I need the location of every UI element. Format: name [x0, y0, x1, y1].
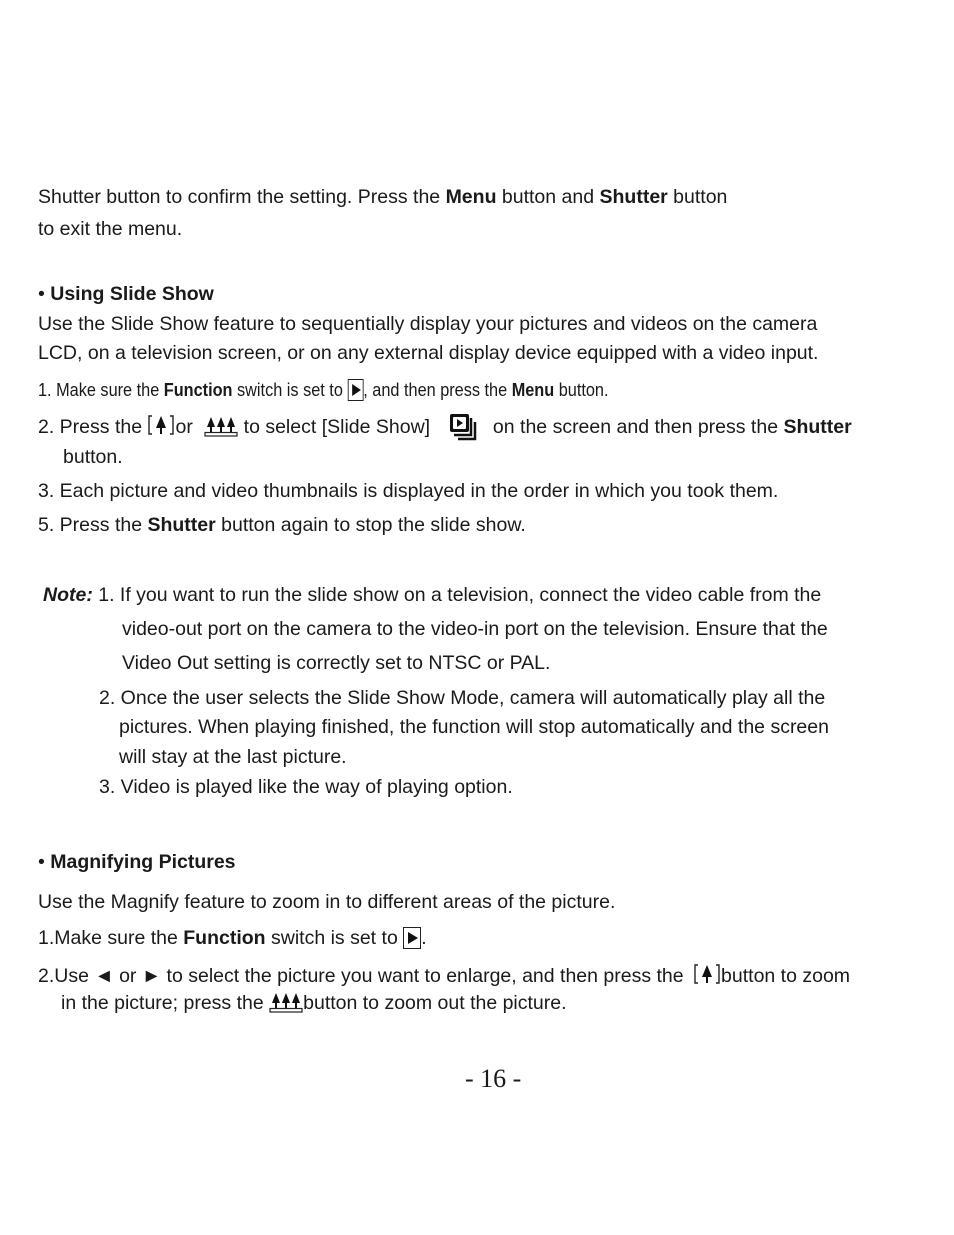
text: 1. If you want to run the slide show on a television, connect the video cable from the	[92, 584, 822, 606]
playback-mode-icon	[347, 379, 363, 401]
slideshow-step-3: 3. Each picture and video thumbnails is displayed in the order in which you took them.	[38, 480, 779, 502]
slideshow-step-2-cont: button.	[63, 446, 123, 468]
menu-term: Menu	[445, 186, 497, 208]
note-line-2c: will stay at the last picture.	[119, 746, 347, 768]
function-term: Function	[183, 927, 266, 949]
shutter-term: Shutter	[783, 416, 852, 438]
tele-zoom-icon	[693, 962, 721, 991]
slideshow-desc-1: Use the Slide Show feature to sequentially display your pictures and videos on the camera	[38, 313, 818, 335]
text: in the picture; press the	[61, 992, 270, 1014]
text: 1. Make sure the	[38, 379, 164, 400]
text: button.	[554, 379, 609, 400]
text: button to zoom out the picture.	[303, 992, 567, 1014]
bullet: •	[38, 283, 51, 305]
intro-line-2: to exit the menu.	[38, 218, 183, 240]
heading-text: Magnifying Pictures	[50, 851, 236, 873]
note-line-1b: video-out port on the camera to the video-in port on the television. Ensure that the	[122, 618, 828, 640]
slideshow-desc-2: LCD, on a television screen, or on any external display device equipped with a video input.	[38, 342, 819, 364]
text: to select [Slide Show]	[238, 416, 436, 438]
magnify-step-1	[38, 927, 427, 949]
text: 2.Use ◄ or ► to select the picture you want to enlarge, and then press the	[38, 965, 690, 987]
magnify-desc: Use the Magnify feature to zoom in to different areas of the picture.	[38, 891, 616, 913]
shutter-term: Shutter	[599, 186, 668, 208]
text: switch is set to	[232, 379, 348, 400]
slideshow-icon	[448, 413, 478, 446]
tele-zoom-icon	[147, 413, 175, 442]
text: .	[421, 927, 427, 949]
wide-zoom-icon	[204, 415, 238, 442]
text: , and then press the	[363, 379, 512, 400]
text: or	[175, 416, 193, 438]
note-line-2b: pictures. When playing finished, the function will stop automatically and the screen	[119, 716, 829, 738]
slideshow-step-5	[38, 516, 526, 536]
note-line-3: 3. Video is played like the way of playing option.	[99, 776, 513, 798]
section-heading-slideshow	[38, 285, 214, 305]
text: button	[667, 186, 728, 208]
heading-text: Using Slide Show	[50, 283, 214, 305]
note-line-1c: Video Out setting is correctly set to NTSC or PAL.	[122, 652, 551, 674]
note-label: Note:	[43, 584, 93, 606]
page-number: - 16 -	[465, 1064, 522, 1093]
section-heading-magnify	[38, 853, 236, 873]
text: button again to stop the slide show.	[215, 514, 526, 536]
intro-line-1	[38, 188, 727, 208]
text: switch is set to	[265, 927, 404, 949]
text: on the screen and then press the	[487, 416, 784, 438]
text: button and	[496, 186, 600, 208]
magnify-step-2-cont	[61, 991, 567, 1018]
text: 1.Make sure the	[38, 927, 184, 949]
text: 2. Press the	[38, 416, 148, 438]
menu-term: Menu	[511, 379, 555, 400]
playback-mode-icon	[403, 927, 421, 949]
wide-zoom-icon	[269, 991, 303, 1018]
slideshow-step-1	[38, 379, 609, 401]
note-line-1	[43, 586, 821, 606]
note-line-2a: 2. Once the user selects the Slide Show Mode, camera will automatically play all the	[99, 687, 826, 709]
slideshow-step-2	[38, 413, 852, 446]
bullet: •	[38, 851, 51, 873]
function-term: Function	[163, 379, 233, 400]
magnify-step-2	[38, 962, 850, 991]
text: Shutter button to confirm the setting. Press the	[38, 186, 446, 208]
text: button to zoom	[721, 965, 851, 987]
shutter-term: Shutter	[147, 514, 216, 536]
text: 5. Press the	[38, 514, 148, 536]
